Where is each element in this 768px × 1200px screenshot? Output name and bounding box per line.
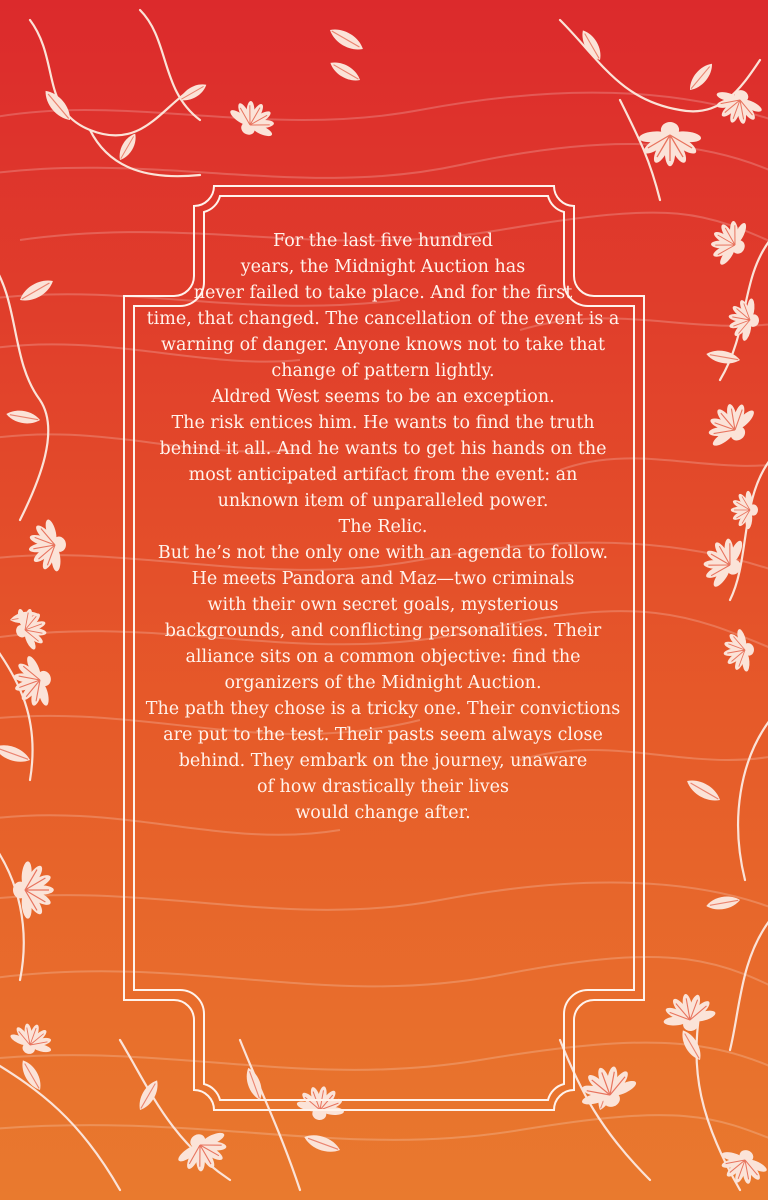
blurb-line: For the last five hundred [273, 231, 493, 251]
blurb-line: behind. They embark on the journey, unaware [178, 751, 588, 771]
blurb-line: organizers of the Midnight Auction. [224, 673, 542, 693]
blurb-line: change of pattern lightly. [271, 361, 495, 381]
blurb-line: But he’s not the only one with an agenda to follow. [157, 543, 609, 563]
blurb-line: The risk entices him. He wants to find the truth [171, 413, 595, 433]
blurb-line: years, the Midnight Auction has [240, 257, 526, 277]
blurb-line: with their own secret goals, mysterious [207, 595, 559, 615]
blurb-line: The Relic. [338, 517, 428, 537]
blurb-line: backgrounds, and conflicting personalities. Their [164, 621, 602, 641]
blurb-line: He meets Pandora and Maz—two criminals [191, 569, 575, 589]
blurb-line: behind it all. And he wants to get his hands on the [159, 439, 607, 459]
blurb-line: of how drastically their lives [256, 777, 509, 797]
blurb-line: never failed to take place. And for the first [193, 283, 573, 303]
blurb-line: are put to the test. Their pasts seem always close [163, 725, 603, 745]
blurb-line: unknown item of unparalleled power. [217, 491, 549, 511]
blurb-line: Aldred West seems to be an exception. [211, 387, 555, 407]
blurb-line: warning of danger. Anyone knows not to take that [160, 335, 606, 355]
blurb-line: would change after. [295, 803, 471, 823]
blurb-text [120, 228, 646, 826]
blurb-line: most anticipated artifact from the event: an [188, 465, 578, 485]
blurb-line: The path they chose is a tricky one. Their convictions [145, 699, 621, 719]
blurb-line: alliance sits on a common objective: find the [185, 647, 581, 667]
blurb-line: time, that changed. The cancellation of the event is a [146, 309, 620, 329]
